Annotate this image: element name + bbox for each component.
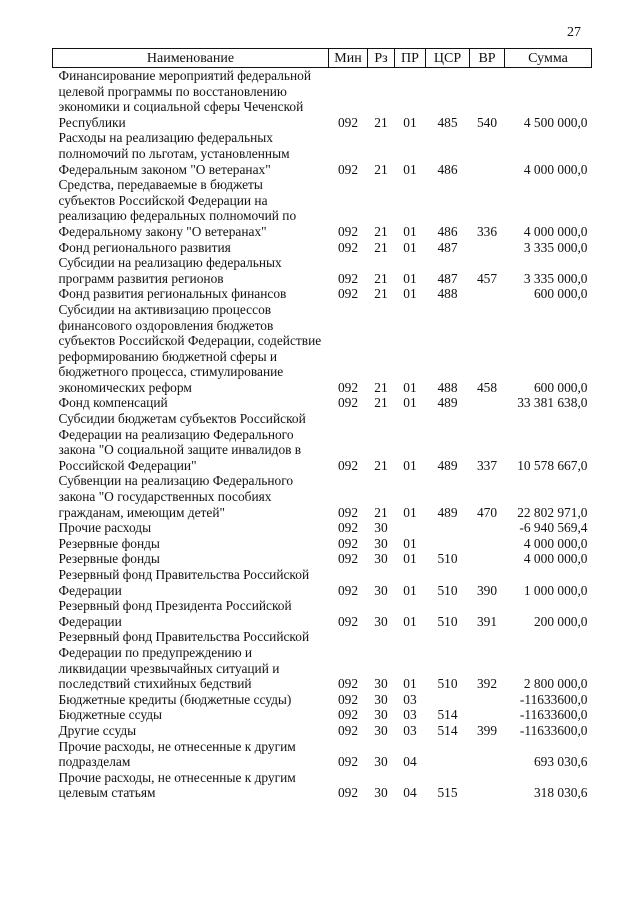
row-csr: 515 — [437, 785, 458, 801]
row-vr — [470, 395, 505, 411]
table-header-row — [53, 49, 592, 68]
row-pr: 01 — [403, 676, 417, 692]
row-rz: 21 — [374, 457, 388, 473]
row-vr: 540 — [476, 114, 498, 130]
row-name: Субсидии бюджетам субъектов Российской Федерации на реализацию Федерального закона "О социальной защите инвалидов в Российской Федерации" — [58, 411, 306, 473]
row-pr: 01 — [403, 114, 417, 130]
header-min: Мин — [329, 49, 368, 68]
row-pr: 01 — [403, 286, 417, 302]
row-csr — [426, 520, 470, 536]
row-rz: 21 — [374, 239, 388, 255]
header-rz: Рз — [368, 49, 395, 68]
row-min: 092 — [337, 707, 359, 723]
table-row — [53, 739, 592, 770]
row-vr — [470, 520, 505, 536]
row-rz: 30 — [374, 551, 388, 567]
row-sum: 2 800 000,0 — [523, 676, 588, 692]
row-name: Бюджетные ссуды — [58, 707, 163, 723]
row-rz: 30 — [374, 535, 388, 551]
row-rz: 30 — [374, 520, 388, 536]
row-vr — [470, 770, 505, 801]
row-rz: 30 — [374, 754, 388, 770]
row-rz: 30 — [374, 676, 388, 692]
row-vr: 392 — [476, 676, 498, 692]
row-min: 092 — [337, 754, 359, 770]
row-pr: 04 — [403, 754, 417, 770]
budget-table — [52, 48, 592, 801]
row-name: Прочие расходы, не отнесенные к другим целевым статьям — [58, 769, 296, 801]
row-pr: 01 — [403, 551, 417, 567]
row-csr — [426, 692, 470, 708]
row-csr: 486 — [437, 223, 458, 239]
row-name: Резервный фонд Президента Российской Федерации — [58, 598, 292, 629]
row-pr: 01 — [403, 582, 417, 598]
row-name: Фонд регионального развития — [58, 239, 231, 255]
row-sum: 3 335 000,0 — [523, 239, 588, 255]
row-sum: -11633600,0 — [519, 722, 588, 738]
table-row — [53, 629, 592, 691]
row-csr: 489 — [437, 504, 458, 520]
row-pr: 01 — [403, 223, 417, 239]
row-rz: 30 — [374, 582, 388, 598]
row-csr — [426, 739, 470, 770]
row-name: Резервные фонды — [58, 535, 160, 551]
row-csr: 489 — [437, 457, 458, 473]
row-sum: 200 000,0 — [533, 613, 588, 629]
row-name: Прочие расходы, не отнесенные к другим подразделам — [58, 738, 296, 770]
row-min: 092 — [337, 457, 359, 473]
row-sum: 4 000 000,0 — [523, 551, 588, 567]
row-vr — [470, 739, 505, 770]
row-rz: 21 — [374, 504, 388, 520]
page-number: 27 — [567, 25, 581, 40]
row-min: 092 — [337, 676, 359, 692]
header-vr: ВР — [470, 49, 505, 68]
table-row — [53, 411, 592, 473]
row-vr: 390 — [476, 582, 498, 598]
table-row — [53, 286, 592, 302]
row-pr: 01 — [403, 379, 417, 395]
row-sum: -6 940 569,4 — [519, 520, 588, 536]
table-row — [53, 177, 592, 239]
row-pr: 01 — [403, 395, 417, 411]
row-csr: 485 — [437, 114, 458, 130]
row-vr — [470, 536, 505, 552]
row-min: 092 — [337, 379, 359, 395]
row-vr — [470, 707, 505, 723]
row-vr — [470, 692, 505, 708]
row-name: Резервный фонд Правительства Российской Федерации — [58, 567, 310, 598]
row-min: 092 — [337, 582, 359, 598]
row-vr: 337 — [476, 457, 498, 473]
row-name: Фонд компенсаций — [58, 395, 168, 411]
row-csr: 487 — [437, 270, 458, 286]
row-vr: 399 — [476, 722, 498, 738]
row-sum: -11633600,0 — [519, 707, 588, 723]
table-row — [53, 130, 592, 177]
row-sum: 33 381 638,0 — [517, 395, 588, 411]
row-min: 092 — [337, 504, 359, 520]
row-csr: 487 — [437, 239, 458, 255]
row-sum: 10 578 667,0 — [517, 457, 588, 473]
row-pr — [395, 520, 426, 536]
row-rz: 30 — [374, 785, 388, 801]
row-name: Финансирование мероприятий федеральной целевой программы по восстановлению экономики и социальной сферы Чеченской Республики — [58, 68, 312, 130]
row-rz: 30 — [374, 691, 388, 707]
table-row — [53, 598, 592, 629]
table-row — [53, 536, 592, 552]
row-rz: 21 — [374, 286, 388, 302]
row-csr — [426, 536, 470, 552]
row-min: 092 — [337, 722, 359, 738]
row-pr: 01 — [403, 270, 417, 286]
row-pr: 01 — [403, 613, 417, 629]
row-csr: 488 — [437, 379, 458, 395]
row-pr: 01 — [403, 239, 417, 255]
row-csr: 510 — [437, 551, 458, 567]
row-name: Субсидии на реализацию федеральных программ развития регионов — [58, 255, 282, 286]
row-vr: 336 — [476, 223, 498, 239]
table-row — [53, 520, 592, 536]
table-row — [53, 473, 592, 520]
row-vr: 391 — [476, 613, 498, 629]
row-csr: 510 — [437, 582, 458, 598]
row-pr: 03 — [403, 707, 417, 723]
table-row — [53, 723, 592, 739]
row-pr: 04 — [403, 785, 417, 801]
row-min: 092 — [337, 286, 359, 302]
header-pr: ПР — [395, 49, 426, 68]
row-csr: 488 — [437, 286, 458, 302]
table-row — [53, 240, 592, 256]
row-name: Резервный фонд Правительства Российской Федерации по предупреждению и ликвидации чрезвычайных ситуаций и последствий стихийных бедствий — [58, 629, 310, 692]
row-vr — [470, 130, 505, 177]
table-row — [53, 770, 592, 801]
row-sum: 4 000 000,0 — [523, 161, 588, 177]
row-rz: 21 — [374, 223, 388, 239]
row-rz: 21 — [374, 395, 388, 411]
row-sum: 1 000 000,0 — [523, 582, 588, 598]
row-vr: 458 — [476, 379, 498, 395]
row-min: 092 — [337, 691, 359, 707]
row-vr: 470 — [476, 504, 498, 520]
row-min: 092 — [337, 613, 359, 629]
row-min: 092 — [337, 270, 359, 286]
row-min: 092 — [337, 395, 359, 411]
row-min: 092 — [337, 114, 359, 130]
row-name: Прочие расходы — [58, 520, 152, 536]
row-sum: 693 030,6 — [533, 754, 588, 770]
row-vr — [470, 240, 505, 256]
header-name: Наименование — [53, 49, 329, 68]
row-sum: -11633600,0 — [519, 691, 588, 707]
row-pr: 03 — [403, 691, 417, 707]
table-row — [53, 707, 592, 723]
row-name: Субсидии на активизацию процессов финансового оздоровления бюджетов субъектов Российской Федерации, содействие реформированию бюджетной сферы и бюджетного процесса, стимулирование экономических реформ — [58, 301, 322, 395]
row-sum: 600 000,0 — [533, 286, 588, 302]
table-row — [53, 68, 592, 131]
row-min: 092 — [337, 239, 359, 255]
row-rz: 30 — [374, 722, 388, 738]
row-pr: 01 — [403, 504, 417, 520]
table-row — [53, 567, 592, 598]
row-rz: 21 — [374, 379, 388, 395]
row-pr: 01 — [403, 457, 417, 473]
header-csr: ЦСР — [426, 49, 470, 68]
row-vr — [470, 551, 505, 567]
row-name: Средства, передаваемые в бюджеты субъектов Российской Федерации на реализацию федеральных полномочий по Федеральному закону "О ветеранах" — [58, 177, 297, 239]
table-row — [53, 395, 592, 411]
row-name: Бюджетные кредиты (бюджетные ссуды) — [58, 691, 292, 707]
row-name: Фонд развития региональных финансов — [58, 286, 287, 302]
row-sum: 318 030,6 — [533, 785, 588, 801]
row-sum: 4 000 000,0 — [523, 535, 588, 551]
row-rz: 30 — [374, 707, 388, 723]
row-pr: 01 — [403, 161, 417, 177]
row-min: 092 — [337, 520, 359, 536]
row-csr: 514 — [437, 707, 458, 723]
row-min: 092 — [337, 223, 359, 239]
header-sum: Сумма — [505, 49, 592, 68]
row-vr: 457 — [476, 270, 498, 286]
row-csr: 514 — [437, 722, 458, 738]
row-name: Расходы на реализацию федеральных полномочий по льготам, установленным Федеральным законом "О ветеранах" — [58, 130, 290, 177]
table-row — [53, 551, 592, 567]
row-pr: 01 — [403, 535, 417, 551]
row-min: 092 — [337, 161, 359, 177]
row-sum: 3 335 000,0 — [523, 270, 588, 286]
row-csr: 489 — [437, 395, 458, 411]
row-min: 092 — [337, 535, 359, 551]
row-rz: 21 — [374, 114, 388, 130]
row-sum: 600 000,0 — [533, 379, 588, 395]
table-row — [53, 255, 592, 286]
row-name: Другие ссуды — [58, 722, 137, 738]
row-min: 092 — [337, 551, 359, 567]
table-row — [53, 692, 592, 708]
row-rz: 21 — [374, 161, 388, 177]
row-rz: 21 — [374, 270, 388, 286]
row-sum: 4 500 000,0 — [523, 114, 588, 130]
row-rz: 30 — [374, 613, 388, 629]
row-sum: 4 000 000,0 — [523, 223, 588, 239]
row-sum: 22 802 971,0 — [517, 504, 588, 520]
row-csr: 510 — [437, 676, 458, 692]
row-vr — [470, 286, 505, 302]
row-min: 092 — [337, 785, 359, 801]
table-row — [53, 302, 592, 396]
table-body — [53, 68, 592, 801]
row-pr: 03 — [403, 722, 417, 738]
row-csr: 510 — [437, 613, 458, 629]
row-name: Резервные фонды — [58, 551, 160, 567]
row-name: Субвенции на реализацию Федерального закона "О государственных пособиях гражданам, имеющим детей" — [58, 473, 294, 520]
row-csr: 486 — [437, 161, 458, 177]
